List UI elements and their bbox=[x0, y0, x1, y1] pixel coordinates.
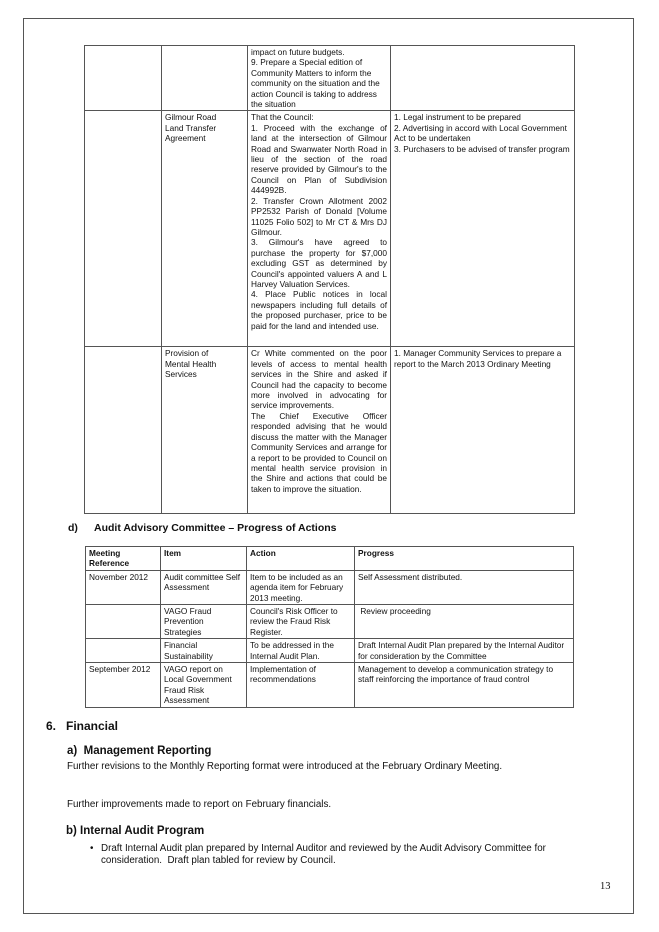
action-cell: Implementation of recommendations bbox=[247, 663, 355, 708]
cell-text-line: 2. Advertising in accord with Local Government Act to be undertaken bbox=[394, 122, 567, 144]
cell-text-line: Cr White commented on the poor levels of access to mental health services in the Shire and asked if Council had the capacity to become more involved in advocating for service improvements. bbox=[251, 348, 387, 411]
progress-cell bbox=[391, 347, 575, 514]
table-row bbox=[86, 570, 574, 604]
table-row bbox=[85, 46, 575, 111]
section-6-heading bbox=[46, 719, 118, 733]
action-cell: To be addressed in the Internal Audit Plan. bbox=[247, 639, 355, 663]
cell-text-line: Provision of bbox=[165, 348, 209, 359]
table-row bbox=[85, 347, 575, 514]
meeting-cell: November 2012 bbox=[86, 570, 161, 604]
management-reporting-paragraph-2: Further improvements made to report on February financials. bbox=[67, 799, 332, 810]
progress-cell: Self Assessment distributed. bbox=[355, 570, 574, 604]
section-6-number: 6. bbox=[46, 719, 57, 733]
header-action: Action bbox=[247, 547, 355, 571]
table-row bbox=[86, 663, 574, 708]
internal-audit-bullet bbox=[92, 843, 562, 868]
internal-audit-heading: b) Internal Audit Program bbox=[66, 825, 205, 837]
management-reporting-paragraph-1: Further revisions to the Monthly Reporting format were introduced at the February Ordinary Meeting. bbox=[67, 761, 503, 772]
cell-text-line: Agreement bbox=[165, 133, 206, 144]
item-cell: Financial Sustainability bbox=[161, 639, 247, 663]
bullet-icon: • bbox=[90, 843, 94, 854]
cell-text-line: 3. Gilmour's have agreed to purchase the property for $7,000 excluding GST as determined by Council's appointed valuers A and L Harvey Valuation Services. bbox=[251, 237, 387, 289]
internal-audit-bullet-text: Draft Internal Audit plan prepared by Internal Auditor and reviewed by the Audit Advisory Committee for consideration. Draft plan tabled for review by Council. bbox=[101, 843, 549, 867]
cell-text-line: Mental Health bbox=[165, 358, 217, 369]
page-number: 13 bbox=[600, 881, 611, 892]
action-cell: Item to be included as an agenda item for February 2013 meeting. bbox=[247, 570, 355, 604]
table-row bbox=[86, 639, 574, 663]
item-cell bbox=[162, 347, 248, 514]
meeting-cell bbox=[86, 639, 161, 663]
cell-text-line: 1. Manager Community Services to prepare a report to the March 2013 Ordinary Meeting bbox=[394, 348, 562, 369]
cell-text-line: 4. Place Public notices in local newspapers including full details of the proposed purchaser, price to be paid for the land and intended use. bbox=[251, 289, 387, 331]
cell-text-line: The Chief Executive Officer responded advising that he would discuss the matter with the Manager Community Services and arrange for a report to be provided to Council on mental health service provision in the Shire and actions that could be taken to improve the situation. bbox=[251, 410, 387, 494]
cell-text-line: Land Transfer bbox=[165, 122, 217, 133]
action-cell bbox=[248, 46, 391, 111]
cell-text-line: 1. Proceed with the exchange of land at the intersection of Gilmour Road and Swanwater North Road in lieu of the section of the road reserve provided by Gilmour's to the Council on Plan of Subdivision 444992B. bbox=[251, 122, 387, 196]
meeting-cell: September 2012 bbox=[86, 663, 161, 708]
header-progress: Progress bbox=[355, 547, 574, 571]
action-cell bbox=[248, 111, 391, 347]
empty-cell bbox=[85, 111, 162, 347]
item-cell: Audit committee Self Assessment bbox=[161, 570, 247, 604]
empty-cell bbox=[85, 46, 162, 111]
header-item: Item bbox=[161, 547, 247, 571]
table-header-row bbox=[86, 547, 574, 571]
action-cell: Council's Risk Officer to review the Fraud Risk Register. bbox=[247, 605, 355, 639]
cell-text-line: 1. Legal instrument to be prepared bbox=[394, 112, 521, 123]
table-row bbox=[85, 111, 575, 347]
cell-text-line: 3. Purchasers to be advised of transfer program bbox=[394, 143, 570, 154]
cell-text-line: That the Council: bbox=[251, 112, 314, 123]
empty-cell bbox=[85, 347, 162, 514]
cell-text-line: Services bbox=[165, 369, 197, 380]
progress-cell: Review proceeding bbox=[355, 605, 574, 639]
section-d-heading bbox=[68, 522, 337, 534]
cell-text-line: 2. Transfer Crown Allotment 2002 PP2532 Parish of Donald [Volume 11025 Folio 502] to Mr CT & Mrs DJ Gilmour. bbox=[251, 195, 387, 237]
progress-cell bbox=[391, 46, 575, 111]
header-meeting-reference: Meeting Reference bbox=[86, 547, 161, 571]
cell-text-line: 9. Prepare a Special edition of Community Matters to inform the community on the situation and the action Council is taking to address the situation bbox=[251, 57, 380, 110]
item-cell: VAGO Fraud Prevention Strategies bbox=[161, 605, 247, 639]
progress-cell bbox=[391, 111, 575, 347]
meeting-cell bbox=[86, 605, 161, 639]
section-6-title: Financial bbox=[66, 719, 119, 733]
cell-text-line: impact on future budgets. bbox=[251, 47, 345, 57]
audit-progress-table bbox=[85, 546, 574, 708]
section-d-title: Audit Advisory Committee – Progress of Actions bbox=[94, 522, 337, 534]
item-cell: VAGO report on Local Government Fraud Risk Assessment bbox=[161, 663, 247, 708]
item-cell bbox=[162, 46, 248, 111]
progress-cell: Management to develop a communication strategy to staff reinforcing the importance of fraud control bbox=[355, 663, 574, 708]
table-row bbox=[86, 605, 574, 639]
cell-text-line: Gilmour Road bbox=[165, 112, 217, 123]
management-reporting-heading: a) Management Reporting bbox=[67, 745, 212, 757]
item-cell bbox=[162, 111, 248, 347]
actions-table-continued bbox=[84, 45, 575, 514]
progress-cell: Draft Internal Audit Plan prepared by the Internal Auditor for consideration by the Committee bbox=[355, 639, 574, 663]
action-cell bbox=[248, 347, 391, 514]
section-d-label: d) bbox=[68, 522, 78, 534]
